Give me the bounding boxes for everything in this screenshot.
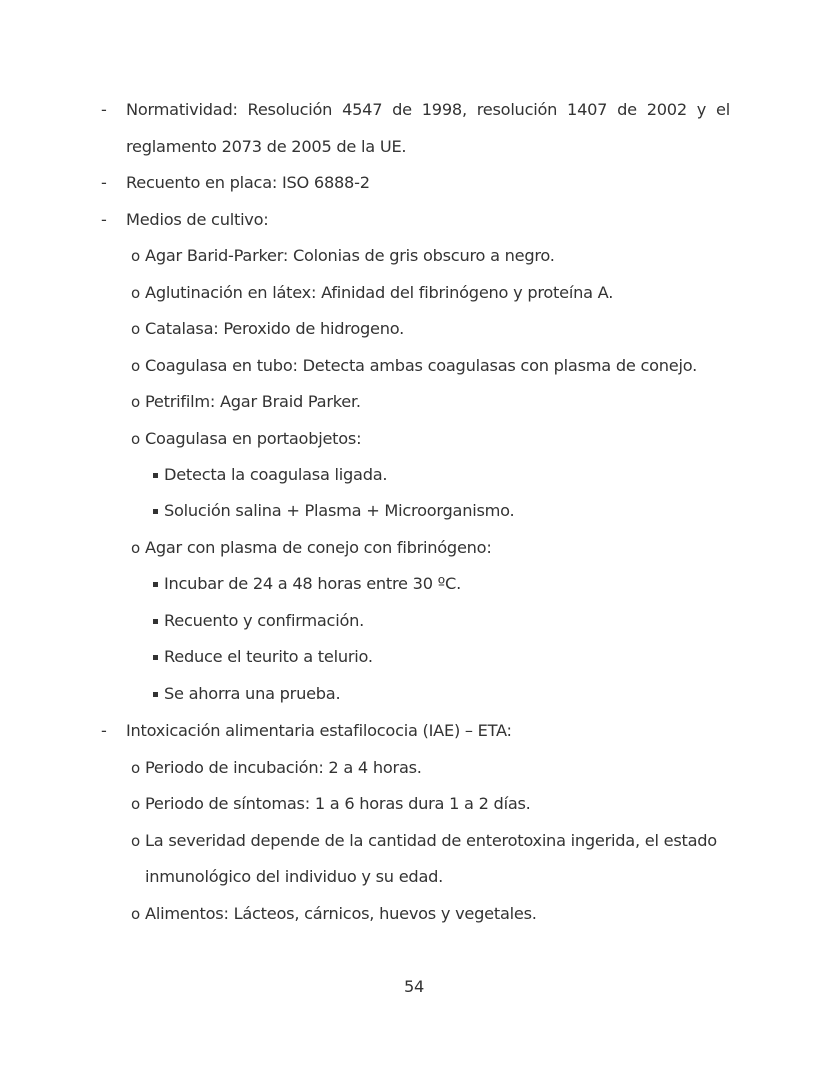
- word: de: [617, 100, 637, 119]
- intoxicacion-alimentos: Alimentos: Lácteos, cárnicos, huevos y vegetales.: [145, 904, 537, 923]
- circle-bullet: o: [131, 284, 140, 302]
- intoxicacion-severidad-line-1: La severidad depende de la cantidad de enterotoxina ingerida, el estado: [145, 831, 717, 850]
- circle-bullet: o: [131, 430, 140, 448]
- dash-bullet: -: [101, 173, 107, 192]
- plasma-point-3: Reduce el teurito a telurio.: [164, 647, 373, 666]
- circle-bullet: o: [131, 320, 140, 338]
- medios-agar-baird: Agar Barid-Parker: Colonias de gris obscuro a negro.: [145, 246, 555, 265]
- circle-bullet: o: [131, 759, 140, 777]
- word: de: [392, 100, 412, 119]
- dash-bullet: -: [101, 100, 107, 119]
- medios-agar-plasma: Agar con plasma de conejo con fibrinógeno:: [145, 538, 492, 557]
- normatividad-line-2: reglamento 2073 de 2005 de la UE.: [126, 137, 407, 156]
- normatividad-line-1: [126, 100, 730, 120]
- medios-petrifilm: Petrifilm: Agar Braid Parker.: [145, 392, 361, 411]
- medios-title: Medios de cultivo:: [126, 210, 269, 229]
- plasma-point-2: Recuento y confirmación.: [164, 611, 365, 630]
- word: 4547: [342, 100, 383, 119]
- plasma-point-4: Se ahorra una prueba.: [164, 684, 341, 703]
- page-number: 54: [403, 977, 425, 996]
- square-bullet: [153, 655, 158, 660]
- circle-bullet: o: [131, 539, 140, 557]
- square-bullet: [153, 509, 158, 514]
- medios-coagulasa-tubo: Coagulasa en tubo: Detecta ambas coagulasas con plasma de conejo.: [145, 356, 698, 375]
- intoxicacion-severidad-line-2: inmunológico del individuo y su edad.: [145, 867, 444, 886]
- circle-bullet: o: [131, 832, 140, 850]
- word: 1407: [567, 100, 608, 119]
- circle-bullet: o: [131, 905, 140, 923]
- intoxicacion-title: Intoxicación alimentaria estafilococia (IAE) – ETA:: [126, 721, 512, 740]
- word: 1998,: [421, 100, 467, 119]
- medios-catalasa: Catalasa: Peroxido de hidrogeno.: [145, 319, 404, 338]
- circle-bullet: o: [131, 247, 140, 265]
- porta-point-1: Detecta la coagulasa ligada.: [164, 465, 388, 484]
- circle-bullet: o: [131, 795, 140, 813]
- porta-point-2: Solución salina + Plasma + Microorganismo.: [164, 501, 515, 520]
- square-bullet: [153, 619, 158, 624]
- square-bullet: [153, 582, 158, 587]
- square-bullet: [153, 473, 158, 478]
- dash-bullet: -: [101, 210, 107, 229]
- word: 2002: [646, 100, 687, 119]
- medios-coagulasa-porta: Coagulasa en portaobjetos:: [145, 429, 362, 448]
- recuento-item: Recuento en placa: ISO 6888-2: [126, 173, 370, 192]
- circle-bullet: o: [131, 357, 140, 375]
- word: resolución: [476, 100, 558, 119]
- word: y: [696, 100, 707, 119]
- word: Normatividad:: [126, 100, 238, 119]
- square-bullet: [153, 692, 158, 697]
- word: el: [716, 100, 730, 119]
- medios-aglutinacion: Aglutinación en látex: Afinidad del fibrinógeno y proteína A.: [145, 283, 614, 302]
- word: Resolución: [247, 100, 333, 119]
- dash-bullet: -: [101, 721, 107, 740]
- intoxicacion-sintomas: Periodo de síntomas: 1 a 6 horas dura 1 a 2 días.: [145, 794, 531, 813]
- circle-bullet: o: [131, 393, 140, 411]
- intoxicacion-incubacion: Periodo de incubación: 2 a 4 horas.: [145, 758, 422, 777]
- plasma-point-1: Incubar de 24 a 48 horas entre 30 ºC.: [164, 574, 461, 593]
